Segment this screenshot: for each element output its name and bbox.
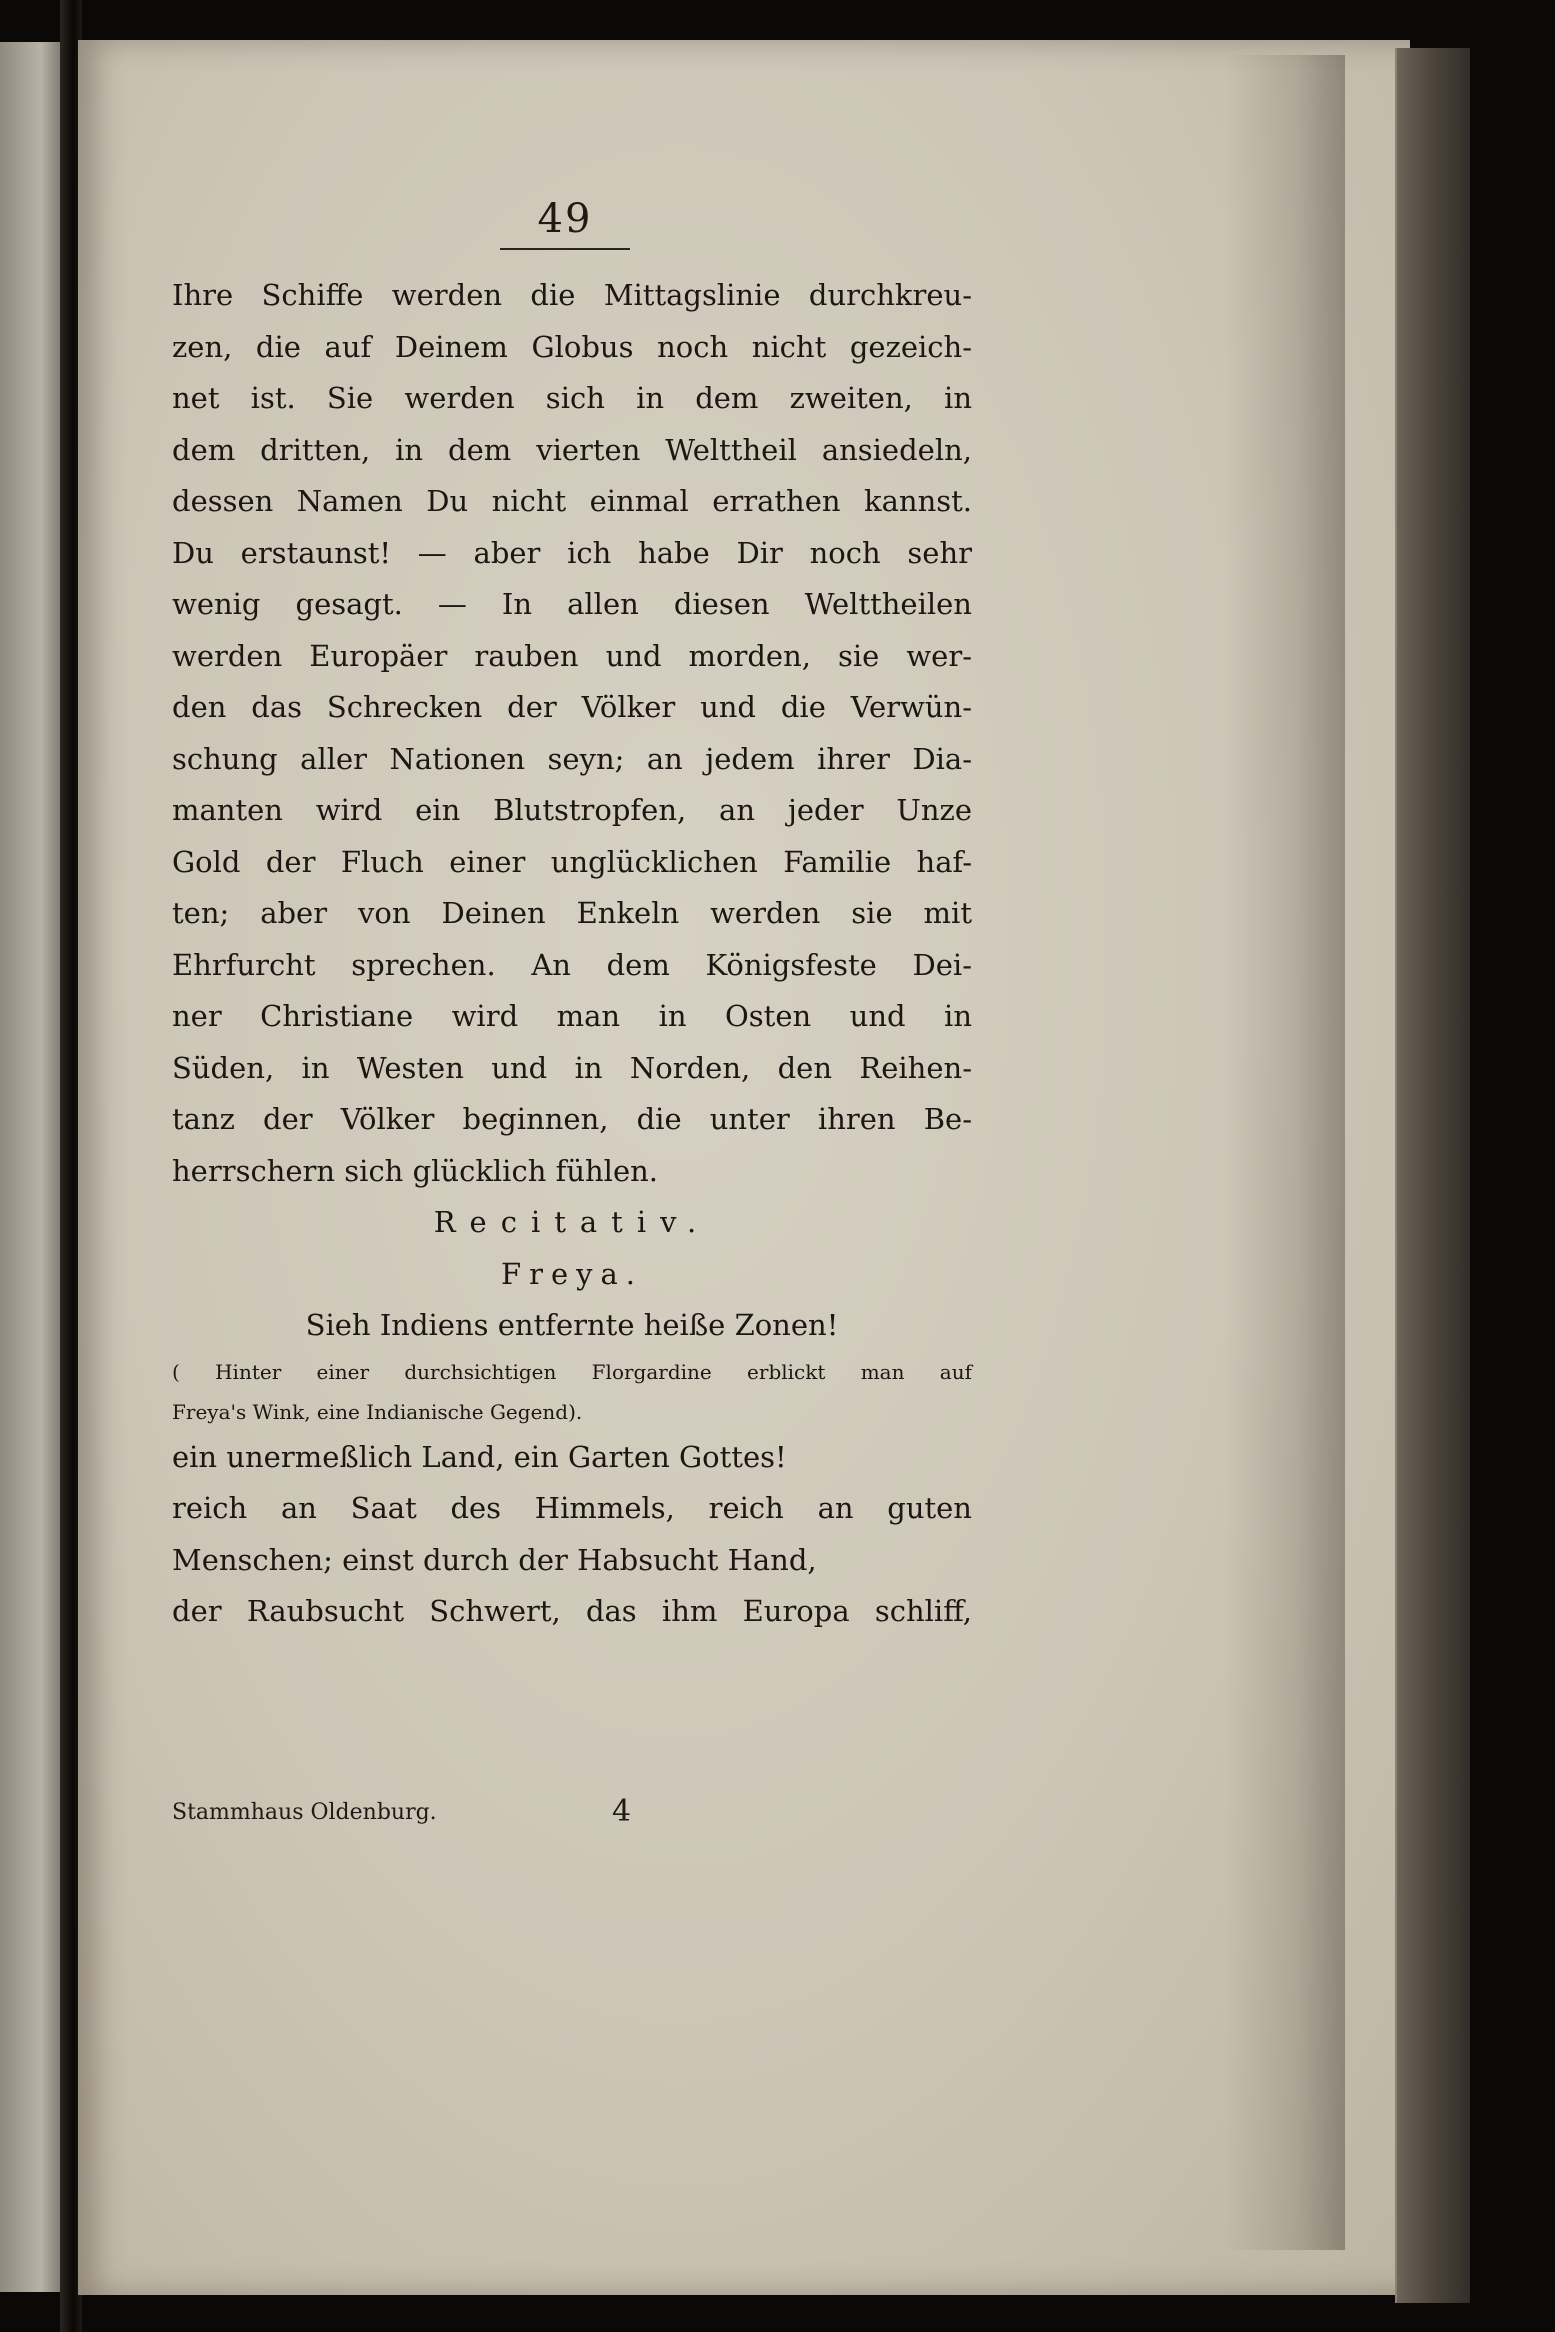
text-line: Freya's Wink, eine Indianische Gegend). (172, 1399, 583, 1424)
text-line: Ehrfurcht sprechen. An dem Königsfeste Dei- (172, 947, 972, 982)
text-line: Gold der Fluch einer unglücklichen Familie haf- (172, 844, 972, 879)
page-footer (172, 1794, 972, 1840)
text-line: werden Europäer rauben und morden, sie wer- (172, 638, 972, 673)
text-line: Du erstaunst! — aber ich habe Dir noch sehr (172, 535, 972, 570)
signature-mark: 4 (612, 1794, 632, 1829)
text-line: den das Schrecken der Völker und die Verwün- (172, 690, 972, 724)
text-line: wenig gesagt. — In allen diesen Welttheilen (172, 587, 972, 621)
text-line: schung aller Nationen seyn; an jedem ihrer Dia- (172, 741, 972, 776)
facing-page-edge (0, 42, 68, 2292)
text-line: ner Christiane wird man in Osten und in (172, 999, 972, 1033)
page-number: 49 (500, 196, 630, 242)
text-line: dem dritten, in dem vierten Welttheil ansiedeln, (172, 432, 972, 467)
text-line: herrschern sich glücklich fühlen. (172, 1153, 659, 1188)
scan-background (1470, 0, 1555, 2332)
text-line: der Raubsucht Schwert, das ihm Europa schliff, (172, 1594, 972, 1628)
text-line: Süden, in Westen und in Norden, den Reihen- (172, 1050, 972, 1085)
text-line: zen, die auf Deinem Globus noch nicht gezeich- (172, 329, 972, 364)
text-line: dessen Namen Du nicht einmal errathen kannst. (172, 484, 972, 518)
text-line: ein unermeßlich Land, ein Garten Gottes! (172, 1439, 787, 1474)
text-line: ten; aber von Deinen Enkeln werden sie mit (172, 896, 972, 930)
text-line: Menschen; einst durch der Habsucht Hand, (172, 1542, 817, 1577)
text-line: Freya. (500, 1256, 644, 1291)
text-line: ( Hinter einer durchsichtigen Florgardine erblickt man auf (172, 1359, 972, 1384)
text-line: Ihre Schiffe werden die Mittagslinie durchkreu- (172, 278, 972, 312)
text-line: net ist. Sie werden sich in dem zweiten, in (172, 381, 972, 415)
running-footer-title: Stammhaus Oldenburg. (172, 1800, 437, 1825)
text-line: tanz der Völker beginnen, die unter ihren Be- (172, 1102, 972, 1136)
text-line: manten wird ein Blutstropfen, an jeder Unze (172, 793, 972, 827)
text-line: reich an Saat des Himmels, reich an guten (172, 1491, 972, 1525)
book-cover-edge (1395, 48, 1475, 2303)
text-line: Sieh Indiens entfernte heiße Zonen! (305, 1308, 839, 1342)
body-text (172, 270, 972, 1638)
page-edge-shadow (1225, 55, 1345, 2250)
text-line: Recitativ. (433, 1205, 711, 1239)
